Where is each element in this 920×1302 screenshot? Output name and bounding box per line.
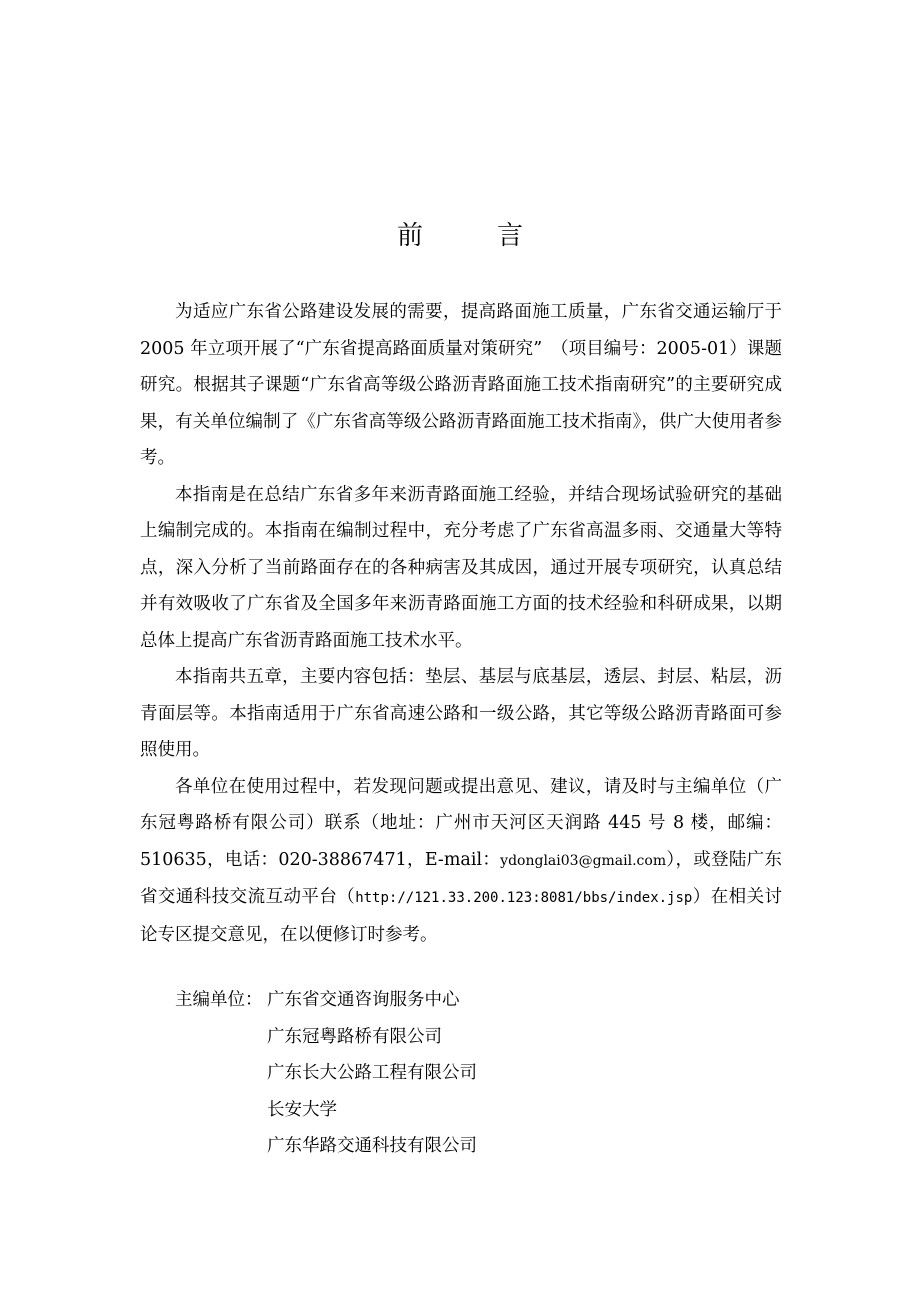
editor-unit: 长安大学 <box>267 1099 337 1120</box>
paragraph-contact <box>140 769 782 954</box>
editor-unit: 广东长大公路工程有限公司 <box>267 1063 477 1083</box>
paragraph-compilation: 本指南是在总结广东省多年来沥青路面施工经验，并结合现场试验研究的基础上编制完成的。本指南在编制过程中，充分考虑了广东省高温多雨、交通量大等特点，深入分析了当前路面存在的各种病害及其成因，通过开展专项研究，认真总结并有效吸收了广东省及全国多年来沥青路面施工方面的技术经验和科研成果，以期总体上提高广东省沥青路面施工技术水平。 <box>140 484 782 651</box>
contact-text: 各单位在使用过程中，若发现问题或提出意见、建议，请及时与主编单位（广东冠粤路桥有限公司）联系（地址：广州市天河区天润路 445 号 8 楼，邮编：510635，电话：020-38867471，E-mail： <box>140 776 782 870</box>
editor-unit: 广东省交通咨询服务中心 <box>267 990 460 1010</box>
preface-body <box>140 294 782 953</box>
contact-closing-text: ）在相关讨论专区提交意见，在以便修订时参考。 <box>140 887 783 945</box>
editor-label: 主编单位： <box>175 990 263 1010</box>
contact-email: ydonglai03@gmail.com <box>500 852 667 869</box>
editor-list <box>267 982 477 1165</box>
editor-units <box>175 982 477 1165</box>
editor-unit: 广东华路交通科技有限公司 <box>267 1136 477 1156</box>
platform-url: http://121.33.200.123:8081/bbs/index.jsp <box>355 890 693 906</box>
page-title: 前 言 <box>396 221 547 251</box>
paragraph-scope: 本指南共五章，主要内容包括：垫层、基层与底基层，透层、封层、粘层，沥青面层等。本指南适用于广东省高速公路和一级公路，其它等级公路沥青路面可参照使用。 <box>140 667 782 760</box>
paragraph-background: 为适应广东省公路建设发展的需要，提高路面施工质量，广东省交通运输厅于 2005 年立项开展了“广东省提高路面质量对策研究” （项目编号：2005-01）课题研究。根据其子课题“广东省高等级公路沥青路面施工技术指南研究”的主要研究成果，有关单位编制了《广东省高等级公路沥青路面施工技术指南》，供广大使用者参考。 <box>140 302 782 468</box>
contact-platform-text: ），或登陆广东省交通科技交流互动平台（ <box>140 849 782 907</box>
editor-unit: 广东冠粤路桥有限公司 <box>267 1026 442 1047</box>
